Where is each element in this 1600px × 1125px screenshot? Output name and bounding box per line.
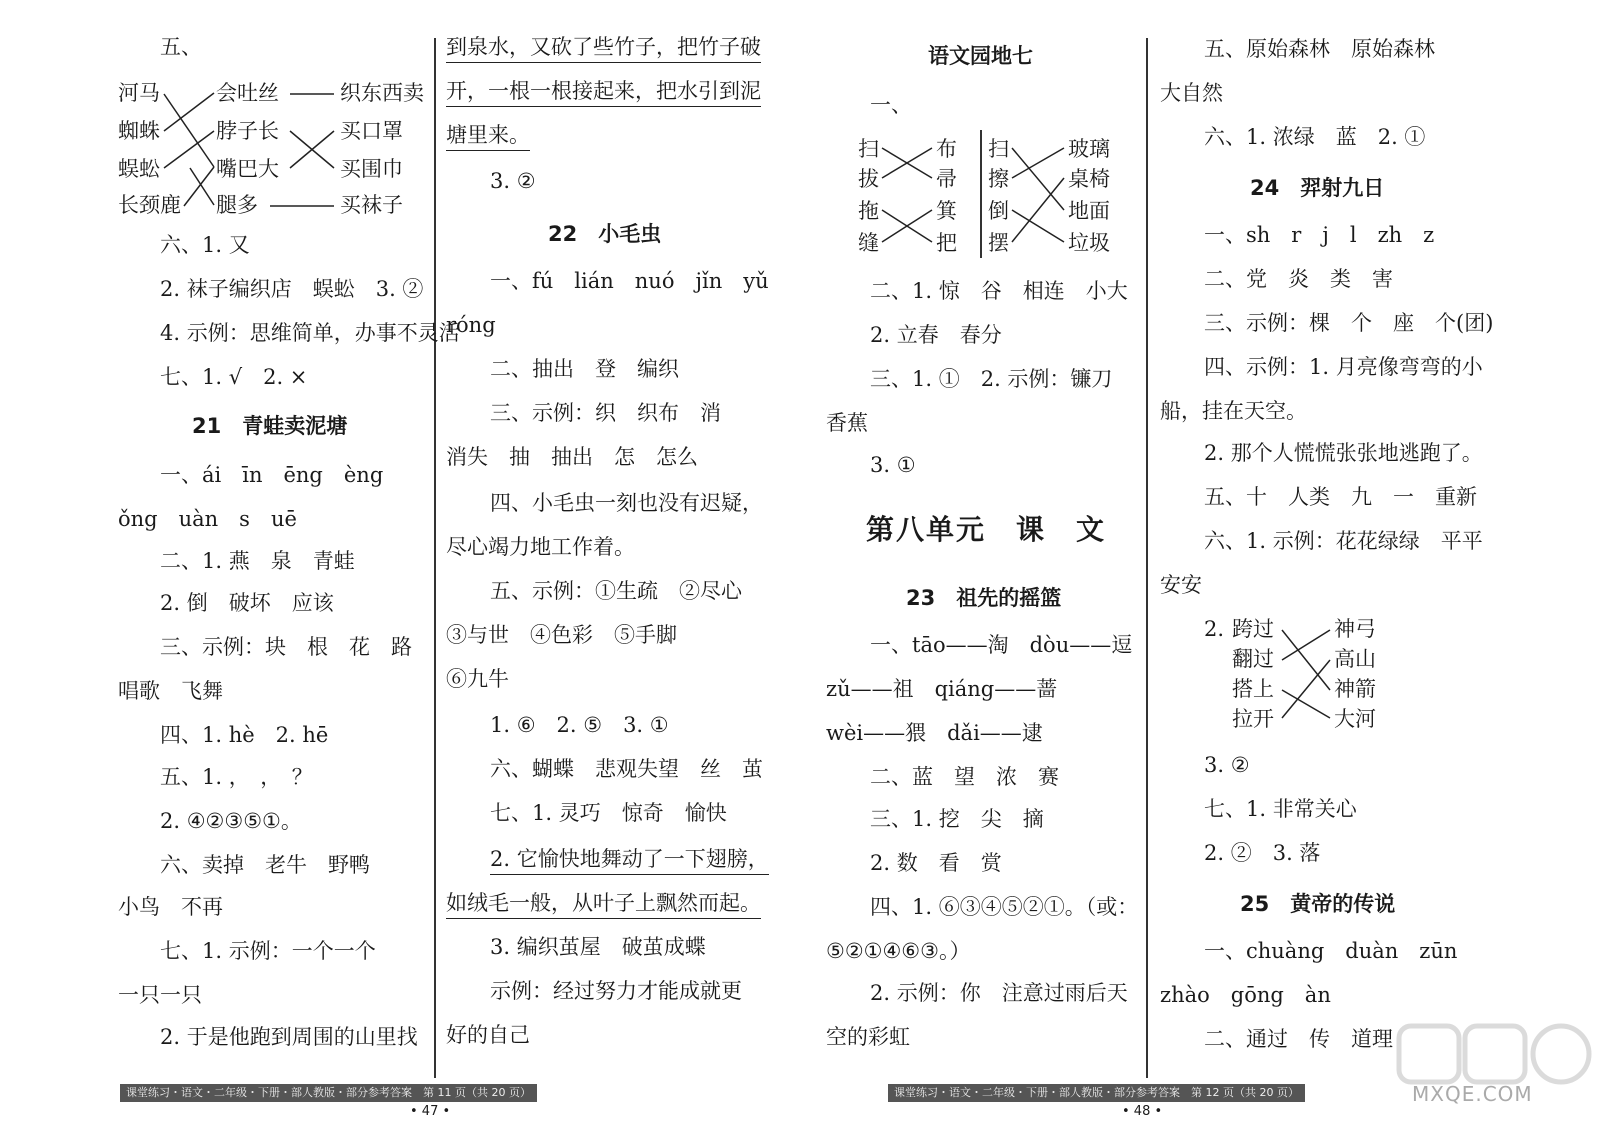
- answer-line: 2. 数 看 赏: [870, 851, 1002, 875]
- answer-line: 一、: [870, 93, 912, 117]
- lesson-heading: 23 祖先的摇篮: [906, 586, 1062, 610]
- match-item: 拔: [858, 167, 879, 191]
- match-item: 织东西卖: [340, 81, 424, 105]
- match-item: 帚: [936, 167, 957, 191]
- page-number-right: • 48 •: [1122, 1104, 1163, 1119]
- match-item: 搭上: [1232, 677, 1274, 701]
- answer-line: 小鸟 不再: [118, 895, 223, 919]
- answer-line: 安安: [1160, 573, 1202, 597]
- answer-line: 示例：经过努力才能成就更: [490, 979, 742, 1003]
- answer-line: 七、1. √ 2. ×: [160, 365, 308, 389]
- answer-line: 六、蝴蝶 悲观失望 丝 茧: [490, 757, 763, 781]
- unit-heading: 第八单元 课 文: [866, 513, 1107, 546]
- answer-line: 二、抽出 登 编织: [490, 357, 679, 381]
- match-item: 箕: [936, 199, 957, 223]
- answer-line: ǒng uàn s uē: [118, 507, 297, 531]
- answer-line: 五、: [160, 35, 202, 59]
- match-item: 蜘蛛: [118, 119, 160, 143]
- watermark-logo: [1395, 1022, 1595, 1122]
- answer-line: ⑤②①④⑥③。）: [826, 939, 971, 963]
- underlined-answer: 塘里来。: [446, 122, 530, 151]
- answer-line: 二、1. 燕 泉 青蛙: [160, 549, 355, 573]
- answer-line: 二、通过 传 道理: [1204, 1027, 1393, 1051]
- match-item: 把: [936, 231, 957, 255]
- answer-line: 三、1. ① 2. 示例：镰刀: [870, 367, 1113, 391]
- answer-line: 好的自己: [446, 1023, 530, 1047]
- answer-line: 三、1. 挖 尖 摘: [870, 807, 1044, 831]
- answer-line: 2. 示例：你 注意过雨后天: [870, 981, 1128, 1005]
- match-item: 跨过: [1232, 617, 1274, 641]
- page-footer-right: 课堂练习・语文・二年级・下册・部人教版・部分参考答案 第 12 页（共 20 页）: [888, 1084, 1305, 1102]
- lesson-heading: 25 黄帝的传说: [1240, 892, 1396, 916]
- answer-line: 七、1. 灵巧 惊奇 愉快: [490, 801, 727, 825]
- answer-line: 三、示例：棵 个 座 个(团): [1204, 311, 1494, 335]
- answer-line: 3. ②: [1204, 753, 1250, 777]
- match-item: 蜈蚣: [118, 157, 160, 181]
- answer-line: 三、示例：织 织布 消: [490, 401, 721, 425]
- answer-line: 四、1. hè 2. hē: [160, 723, 329, 747]
- match-item: 扫: [858, 137, 879, 161]
- answer-line: 四、示例：1. 月亮像弯弯的小: [1204, 355, 1483, 379]
- answer-line: 五、示例：①生疏 ②尽心: [490, 579, 742, 603]
- answer-line: 香蕉: [826, 411, 868, 435]
- answer-line: 三、示例：块 根 花 路: [160, 635, 412, 659]
- match-item: 会吐丝: [216, 81, 279, 105]
- answer-line: 七、1. 非常关心: [1204, 797, 1357, 821]
- answer-line: 唱歌 飞舞: [118, 679, 223, 703]
- answer-line: 2. ④②③⑤①。: [160, 809, 302, 833]
- underlined-answer: 开，一根一根接起来，把水引到泥: [446, 78, 761, 107]
- answer-line: ⑥九牛: [446, 667, 509, 691]
- underlined-answer: 2. 它愉快地舞动了一下翅膀，: [490, 846, 769, 875]
- match-item: 长颈鹿: [118, 193, 181, 217]
- answer-line: 2. ② 3. 落: [1204, 841, 1321, 865]
- match-item: 拉开: [1232, 707, 1274, 731]
- page-number-left: • 47 •: [410, 1104, 451, 1119]
- answer-line: 一、sh r j l zh z: [1204, 223, 1435, 247]
- match-item: 嘴巴大: [216, 157, 279, 181]
- match-item: 大河: [1334, 707, 1376, 731]
- answer-line: róng: [446, 313, 496, 337]
- answer-line: 六、1. 又: [160, 233, 250, 257]
- answer-line: 六、1. 浓绿 蓝 2. ①: [1204, 125, 1426, 149]
- watermark-text: MXQE.COM: [1412, 1082, 1533, 1106]
- answer-line: 五、十 人类 九 一 重新: [1204, 485, 1477, 509]
- answer-line: 1. ⑥ 2. ⑤ 3. ①: [490, 713, 669, 737]
- answer-line: 2.: [1204, 617, 1225, 641]
- match-item: 桌椅: [1068, 167, 1110, 191]
- answer-line: 一只一只: [118, 983, 202, 1007]
- match-item: 扫: [988, 137, 1009, 161]
- answer-line: 空的彩虹: [826, 1025, 910, 1049]
- lesson-heading: 24 羿射九日: [1250, 176, 1385, 200]
- answer-line: 2. 袜子编织店 蜈蚣 3. ②: [160, 277, 424, 301]
- match-item: 河马: [118, 81, 160, 105]
- answer-line: zhào gōng àn: [1160, 983, 1331, 1007]
- answer-line: 3. ①: [870, 453, 916, 477]
- answer-line: 一、chuàng duàn zūn: [1204, 939, 1458, 963]
- lesson-heading: 22 小毛虫: [548, 222, 662, 246]
- match-item: 高山: [1334, 647, 1376, 671]
- match-item: 玻璃: [1068, 137, 1110, 161]
- answer-line: 3. ②: [490, 169, 536, 193]
- answer-line: 尽心竭力地工作着。: [446, 535, 635, 559]
- answer-line: 二、党 炎 类 害: [1204, 267, 1393, 291]
- match-item: 垃圾: [1068, 231, 1110, 255]
- answer-line: 2. 于是他跑到周围的山里找: [160, 1025, 418, 1049]
- answer-line: 六、卖掉 老牛 野鸭: [160, 853, 370, 877]
- match-item: 买袜子: [340, 193, 403, 217]
- answer-line: 一、ái īn ēng èng: [160, 463, 384, 487]
- answer-line: 消失 抽 抽出 怎 怎么: [446, 445, 698, 469]
- match-item: 倒: [988, 199, 1009, 223]
- underlined-answer: 如绒毛一般，从叶子上飘然而起。: [446, 890, 761, 919]
- answer-line: 七、1. 示例：一个一个: [160, 939, 376, 963]
- answer-line: ③与世 ④色彩 ⑤手脚: [446, 623, 677, 647]
- answer-line: zǔ——祖 qiáng——蔷: [826, 677, 1058, 701]
- answer-line: 一、fú lián nuó jǐn yǔ: [490, 269, 769, 293]
- match-item: 拖: [858, 199, 879, 223]
- answer-line: 2. 立春 春分: [870, 323, 1002, 347]
- answer-line: 2. 倒 破坏 应该: [160, 591, 334, 615]
- match-item: 神箭: [1334, 677, 1376, 701]
- answer-line: 3. 编织茧屋 破茧成蝶: [490, 935, 706, 959]
- section-heading: 语文园地七: [928, 44, 1033, 68]
- answer-line: 四、1. ⑥③④⑤②①。（或：: [870, 895, 1139, 919]
- match-item: 摆: [988, 231, 1009, 255]
- answer-line: wèi——猥 dǎi——逮: [826, 721, 1043, 745]
- answer-line: 大自然: [1160, 81, 1223, 105]
- match-item: 翻过: [1232, 647, 1274, 671]
- page-footer-left: 课堂练习・语文・二年级・下册・部人教版・部分参考答案 第 11 页（共 20 页）: [120, 1084, 537, 1102]
- answer-line: 船，挂在天空。: [1160, 399, 1307, 423]
- match-item: 神弓: [1334, 617, 1376, 641]
- answer-line: 六、1. 示例：花花绿绿 平平: [1204, 529, 1483, 553]
- lesson-heading: 21 青蛙卖泥塘: [192, 414, 348, 438]
- match-item: 布: [936, 137, 957, 161]
- match-item: 脖子长: [216, 119, 279, 143]
- underlined-answer: 到泉水，又砍了些竹子，把竹子破: [446, 34, 761, 63]
- answer-line: 4. 示例：思维简单，办事不灵活: [160, 321, 460, 345]
- answer-line: 一、tāo——淘 dòu——逗: [870, 633, 1133, 657]
- answer-line: 2. 那个人慌慌张张地逃跑了。: [1204, 441, 1483, 465]
- match-item: 擦: [988, 167, 1009, 191]
- answer-line: 五、1. ， ， ？: [160, 765, 313, 789]
- answer-line: 二、1. 惊 谷 相连 小大: [870, 279, 1128, 303]
- match-item: 腿多: [216, 193, 258, 217]
- answer-line: 四、小毛虫一刻也没有迟疑，: [490, 491, 763, 515]
- match-item: 买口罩: [340, 119, 403, 143]
- answer-line: 二、蓝 望 浓 赛: [870, 765, 1059, 789]
- match-item: 地面: [1068, 199, 1110, 223]
- match-item: 买围巾: [340, 157, 403, 181]
- answer-line: 五、原始森林 原始森林: [1204, 37, 1435, 61]
- match-item: 缝: [858, 231, 879, 255]
